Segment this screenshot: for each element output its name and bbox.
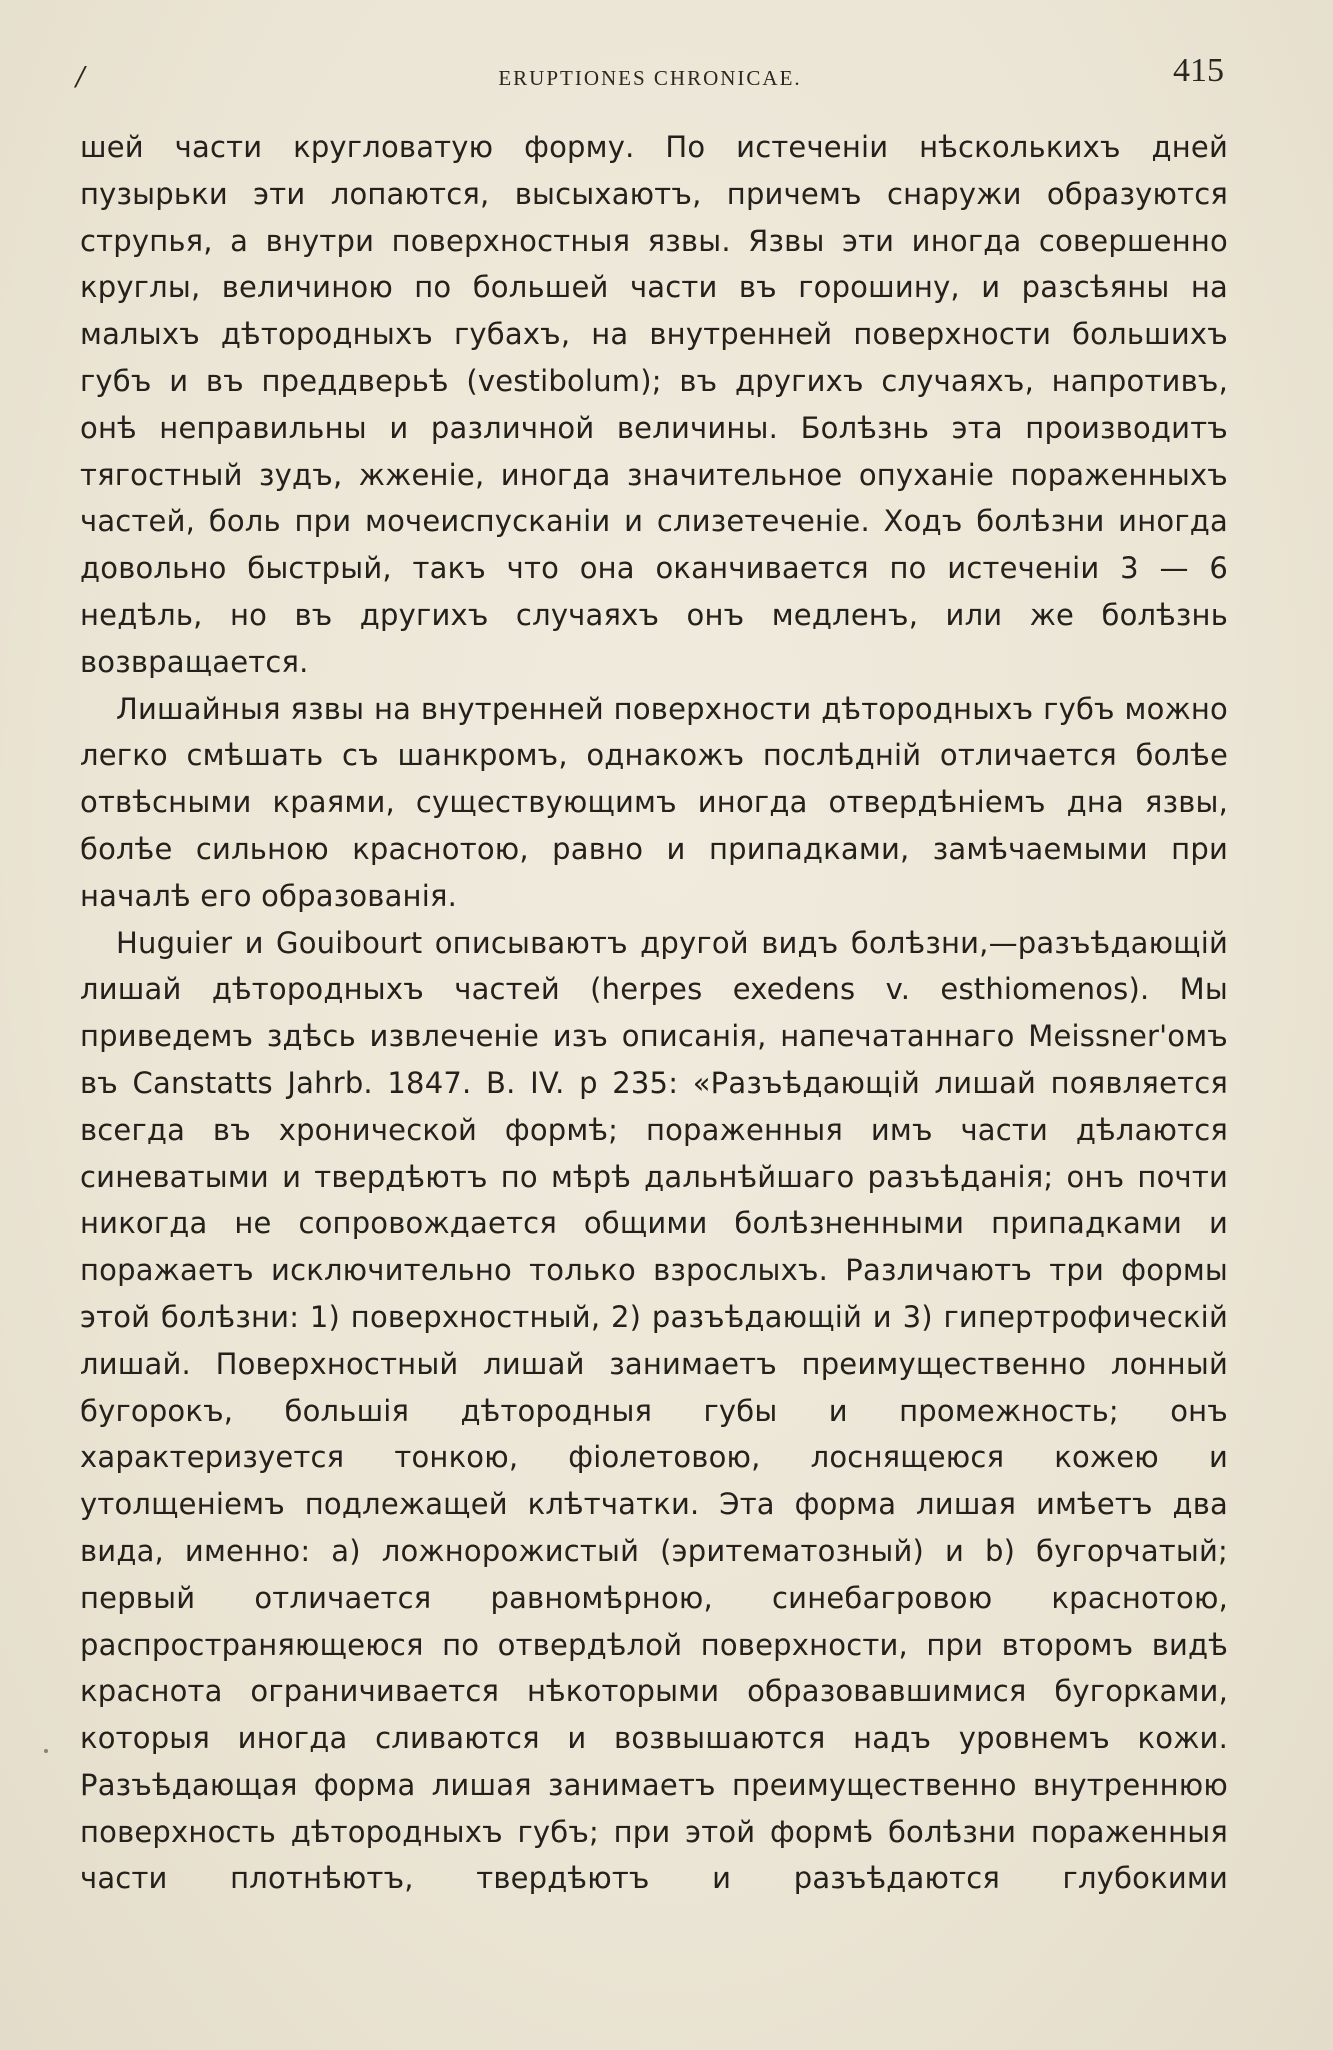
corner-mark: / [76,62,85,92]
paper-speck [44,1749,48,1753]
page-number: 415 [1173,52,1224,89]
page-header [76,52,1224,92]
body-text [80,124,1228,1902]
paragraph-continuation: шей части кругловатую форму. По истеченіи нѣсколькихъ дней пузырьки эти лопаются, высыхаютъ, причемъ снаружи образуются струпья, а внутри поверхностныя язвы. Язвы эти иногда совершенно круглы, величиною по большей части въ горошину, и разсѣяны на малыхъ дѣтородныхъ губахъ, на внутренней поверхности большихъ губъ и въ преддверьѣ (vestibolum); въ другихъ случаяхъ, напротивъ, онѣ неправильны и различной величины. Болѣзнь эта производитъ тягостный зудъ, жженіе, иногда значительное опуханіе пораженныхъ частей, боль при мочеиспусканіи и слизетеченіе. Ходъ болѣзни иногда довольно быстрый, такъ что она оканчивается по истеченіи 3 — 6 недѣль, но въ другихъ случаяхъ онъ медленъ, или же болѣзнь возвращается. [80,130,1228,679]
paragraph-herpes-exedens: Huguier и Gouibourt описываютъ другой видъ болѣзни,—разъѣдающій лишай дѣтородныхъ частей (herpes exedens v. esthiomenos). Мы приведемъ здѣсь извлеченіе изъ описанія, напечатаннаго Meissner'омъ въ Canstatts Jahrb. 1847. B. IV. p 235: «Разъѣдающій лишай появляется всегда въ хронической формѣ; пораженныя имъ части дѣлаются синеватыми и твердѣютъ по мѣрѣ дальнѣйшаго разъѣданія; онъ почти никогда не сопровождается общими болѣзненными припадками и поражаетъ исключительно только взрослыхъ. Различаютъ три формы этой болѣзни: 1) поверхностный, 2) разъѣдающій и 3) гипертрофическій лишай. Поверхностный лишай занимаетъ преимущественно лонный бугорокъ, большія дѣтородныя губы и промежность; онъ характеризуется тонкою, фіолетовою, лоснящеюся кожею и утолщеніемъ подлежащей клѣтчатки. Эта форма лишая имѣетъ два вида, именно: a) ложнорожистый (эритематозный) и b) бугорчатый; первый отличается равномѣрною, синебагровою краснотою, распространяющеюся по отвердѣлой поверхности, при второмъ видѣ краснота ограничивается нѣкоторыми образовавшимися бугорками, которыя иногда сливаются и возвышаются надъ уровнемъ кожи. Разъѣдающая форма лишая занимаетъ преимущественно внутреннюю поверхность дѣтородныхъ губъ; при этой формѣ болѣзни пораженныя части плотнѣютъ, твердѣютъ и разъѣдаются глубокими [80,925,1228,1896]
paragraph-differential-diagnosis: Лишайныя язвы на внутренней поверхности дѣтородныхъ губъ можно легко смѣшать съ шанкромъ, однакожъ послѣдній отличается болѣе отвѣсными краями, существующимъ иногда отвердѣніемъ дна язвы, болѣе сильною краснотою, равно и припадками, замѣчаемыми при началѣ его образованія. [80,691,1228,913]
running-title: ERUPTIONES CHRONICAE. [498,66,802,90]
